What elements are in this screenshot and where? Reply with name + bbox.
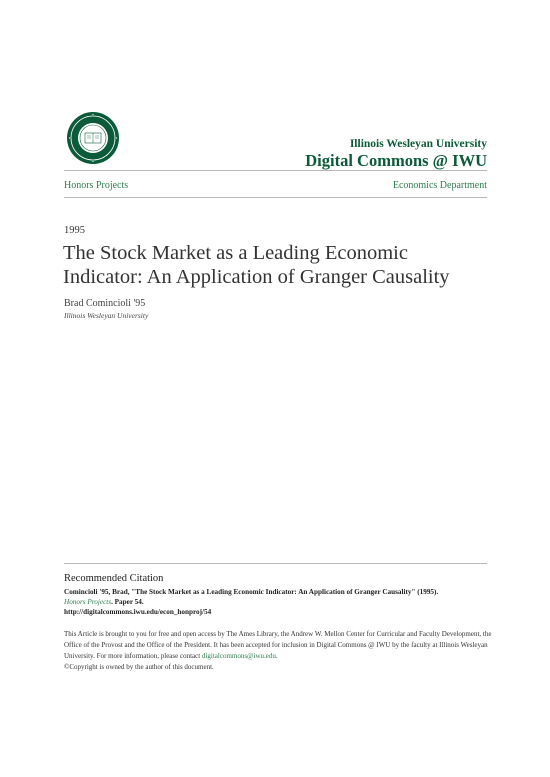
divider: [64, 197, 487, 198]
divider: [64, 563, 487, 564]
copyright-notice: ©Copyright is owned by the author of this document.: [64, 663, 214, 671]
notice-period: .: [275, 652, 278, 660]
title-line-2: Indicator: An Application of Granger Causality: [63, 266, 450, 288]
honors-projects-link[interactable]: Honors Projects: [64, 180, 129, 191]
recommended-citation-heading: Recommended Citation: [64, 573, 164, 584]
divider: [64, 170, 487, 171]
repository-name: Digital Commons @ IWU: [305, 151, 487, 170]
citation-block: [64, 587, 494, 617]
economics-department-link[interactable]: Economics Department: [392, 180, 487, 191]
title-line-1: The Stock Market as a Leading Economic: [63, 242, 408, 264]
article-title: [63, 241, 493, 289]
access-notice: [64, 629, 494, 673]
series-link[interactable]: Honors Projects: [64, 598, 112, 606]
author-affiliation: Illinois Wesleyan University: [64, 311, 149, 320]
university-name: Illinois Wesleyan University: [349, 138, 487, 150]
citation-text: Comincioli '95, Brad, "The Stock Market as a Leading Economic Indicator: An Application of Granger Causality" (1995).: [64, 588, 439, 596]
publication-year: 1995: [64, 225, 85, 236]
paper-number: . Paper 54.: [111, 598, 144, 606]
contact-email-link[interactable]: digitalcommons@iwu.edu: [201, 652, 276, 660]
notice-text: This Article is brought to you for free and open access by The Ames Library, the Andrew W. Mellon Center for Curricular and Faculty Development, the Office of the Provost and the Office of the President. It has been accepted for inclusion in Digital Commons @ IWU by the faculty at Illinois Wesleyan University. For more information, please contact: [64, 630, 492, 660]
masthead: [305, 137, 487, 171]
citation-url[interactable]: http://digitalcommons.iwu.edu/econ_honproj/54: [64, 608, 212, 616]
author-name: Brad Comincioli '95: [64, 298, 146, 309]
university-seal-icon: [66, 111, 120, 165]
